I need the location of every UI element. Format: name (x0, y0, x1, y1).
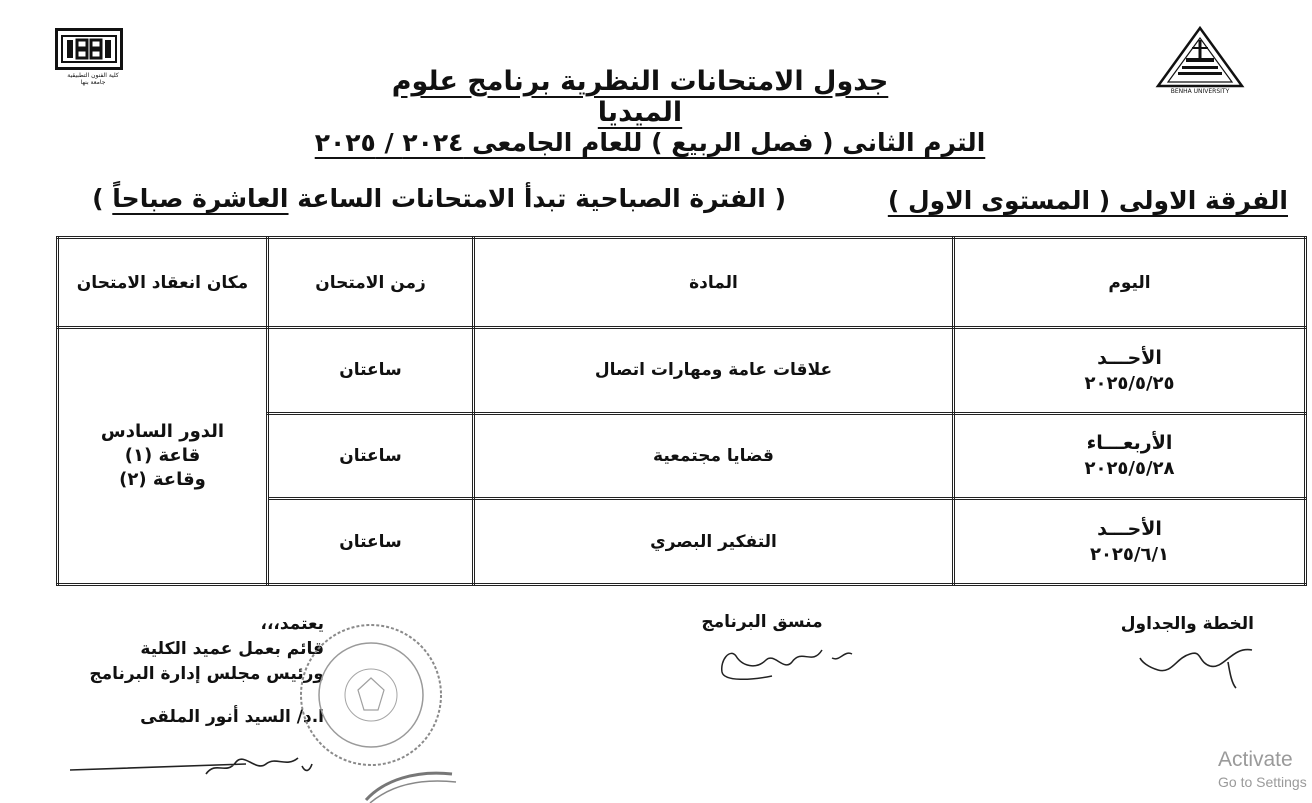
dean-signature-block (60, 612, 324, 727)
period-suffix: ) (92, 184, 113, 213)
coordinator-signature-label: منسق البرنامج (701, 612, 823, 632)
dean-title-line1: قائم بعمل عميد الكلية (140, 639, 324, 659)
official-stamp (296, 620, 446, 770)
activate-windows-watermark (1218, 748, 1312, 790)
period-highlight: العاشرة صباحاً (112, 184, 289, 213)
location-floor: الدور السادس (100, 421, 225, 442)
coordinator-handwritten-signature (712, 636, 862, 686)
subject-cell: قضايا مجتمعية (474, 413, 954, 499)
university-logo-caption: BENHA UNIVERSITY (1170, 88, 1230, 94)
day-name: الأربعـــاء (1086, 432, 1173, 455)
location-hall-1: قاعة (١) (124, 445, 201, 466)
faculty-logo-mark (55, 28, 123, 70)
table-row (58, 328, 1306, 414)
header-location: مكان انعقاد الامتحان (58, 238, 268, 328)
duration-cell: ساعتان (268, 499, 474, 585)
level-label: الفرقة الاولى ( المستوى الاول ) (887, 186, 1288, 215)
day-date: ٢٠٢٥/٥/٢٥ (1084, 372, 1175, 394)
exam-schedule-table (56, 236, 1307, 586)
header-duration: زمن الامتحان (268, 238, 474, 328)
university-logo (1152, 24, 1248, 94)
day-date: ٢٠٢٥/٦/١ (1089, 544, 1170, 566)
activate-watermark-line2: Go to Settings (1218, 774, 1307, 790)
period-label (92, 184, 786, 213)
day-cell (954, 499, 1306, 585)
approval-label: يعتمد،،، (260, 614, 324, 634)
duration-cell: ساعتان (268, 413, 474, 499)
header-day: اليوم (954, 238, 1306, 328)
stamp-fragment (360, 760, 460, 803)
subject-cell: التفكير البصري (474, 499, 954, 585)
header-subject: المادة (474, 238, 954, 328)
activate-watermark-line1: Activate (1218, 748, 1293, 771)
term-subtitle: الترم الثانى ( فصل الربيع ) للعام الجامعى ٢٠٢٤ / ٢٠٢٥ (314, 128, 986, 157)
dean-name: ا.د/ السيد أنور الملقى (140, 707, 324, 727)
table-header-row (58, 238, 1306, 328)
dean-title-line2: ورئيس مجلس إدارة البرنامج (89, 664, 324, 684)
subject-cell: علاقات عامة ومهارات اتصال (474, 328, 954, 414)
day-cell (954, 413, 1306, 499)
plan-handwritten-signature (1132, 640, 1262, 692)
duration-cell: ساعتان (268, 328, 474, 414)
day-name: الأحـــد (1097, 518, 1162, 541)
plan-signature-label: الخطة والجداول (1120, 614, 1254, 634)
period-prefix: ( الفترة الصباحية تبدأ الامتحانات الساعة (288, 184, 786, 213)
day-name: الأحـــد (1097, 346, 1162, 369)
dean-handwritten-signature (66, 746, 316, 786)
location-cell (58, 328, 268, 585)
day-cell (954, 328, 1306, 414)
faculty-logo (52, 28, 134, 84)
location-hall-2: وقاعة (٢) (119, 469, 206, 490)
faculty-logo-caption: كلية الفنون التطبيقية جامعة بنها (67, 72, 119, 86)
page-title: جدول الامتحانات النظرية برنامج علوم الميديا (391, 66, 889, 128)
day-date: ٢٠٢٥/٥/٢٨ (1084, 458, 1175, 480)
